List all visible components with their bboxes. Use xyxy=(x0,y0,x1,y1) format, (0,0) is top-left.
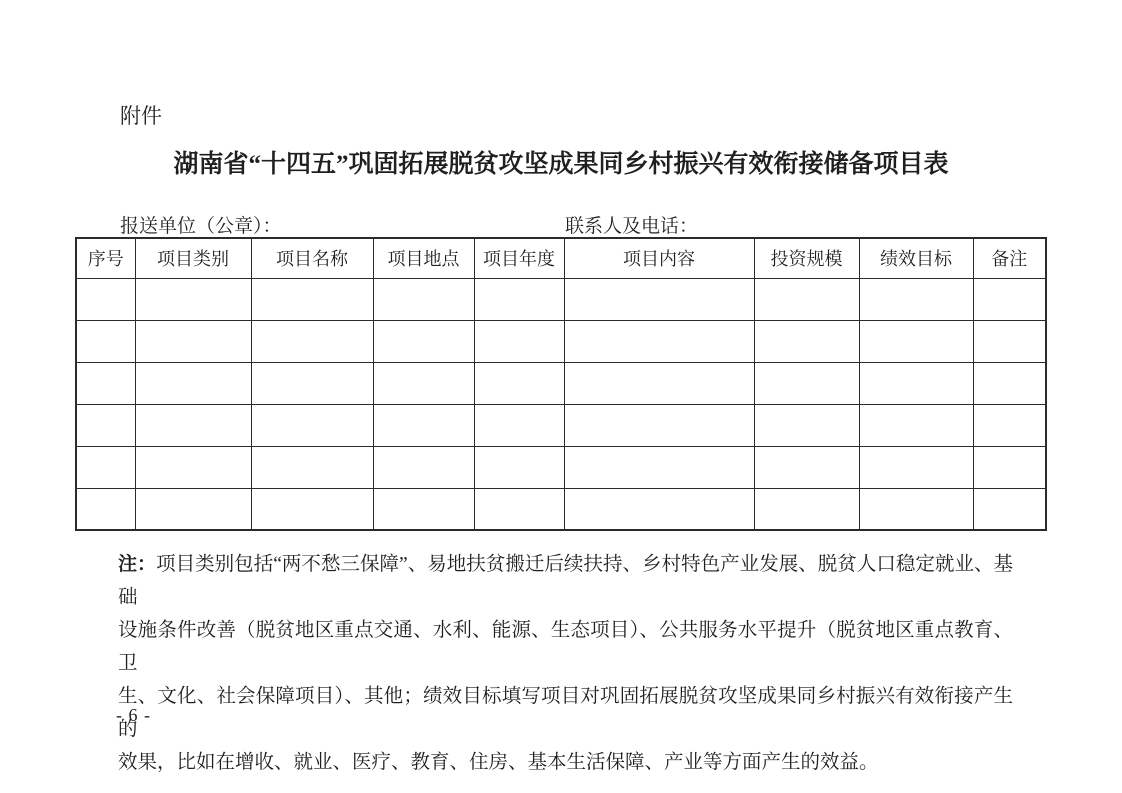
table-cell xyxy=(251,362,373,404)
table-cell xyxy=(373,320,474,362)
page-title: 湖南省“十四五”巩固拓展脱贫攻坚成果同乡村振兴有效衔接储备项目表 xyxy=(173,151,949,178)
table-cell xyxy=(754,446,859,488)
table-cell xyxy=(474,278,564,320)
table-cell xyxy=(76,362,135,404)
table-cell xyxy=(754,278,859,320)
table-cell xyxy=(135,488,251,530)
table-row xyxy=(76,320,1046,362)
table-cell xyxy=(135,362,251,404)
table-cell xyxy=(76,320,135,362)
table-cell xyxy=(754,362,859,404)
table-cell xyxy=(859,446,973,488)
table-cell xyxy=(373,446,474,488)
column-header: 备注 xyxy=(973,238,1046,278)
table-cell xyxy=(564,404,754,446)
page-number: - 6 - xyxy=(116,705,151,725)
table-cell xyxy=(474,488,564,530)
table-cell xyxy=(973,488,1046,530)
table-cell xyxy=(859,320,973,362)
table-cell xyxy=(251,278,373,320)
table-cell xyxy=(754,488,859,530)
note-line: 生、文化、社会保障项目）、其他；绩效目标填写项目对巩固拓展脱贫攻坚成果同乡村振兴有效衔接产生的 xyxy=(118,686,1013,740)
table-cell xyxy=(973,320,1046,362)
table-row xyxy=(76,362,1046,404)
table-cell xyxy=(474,320,564,362)
table-row xyxy=(76,404,1046,446)
table-body xyxy=(76,278,1046,530)
column-header: 项目地点 xyxy=(373,238,474,278)
table-header xyxy=(76,238,1046,278)
table-cell xyxy=(754,404,859,446)
table-cell xyxy=(251,446,373,488)
contact-label: 联系人及电话： xyxy=(565,216,699,237)
table-cell xyxy=(373,488,474,530)
table-cell xyxy=(973,278,1046,320)
table-cell xyxy=(859,278,973,320)
table-row xyxy=(76,446,1046,488)
table-cell xyxy=(474,404,564,446)
column-header: 项目名称 xyxy=(251,238,373,278)
column-header: 项目年度 xyxy=(474,238,564,278)
table-cell xyxy=(564,488,754,530)
note-line: 注：项目类别包括“两不愁三保障”、易地扶贫搬迁后续扶持、乡村特色产业发展、脱贫人口稳定就业、基础 xyxy=(118,554,1013,608)
table-cell xyxy=(251,320,373,362)
table-cell xyxy=(973,404,1046,446)
table-cell xyxy=(564,362,754,404)
table-cell xyxy=(373,362,474,404)
table-cell xyxy=(76,278,135,320)
table-cell xyxy=(373,404,474,446)
column-header: 绩效目标 xyxy=(859,238,973,278)
table-cell xyxy=(135,446,251,488)
meta-row xyxy=(0,211,1122,239)
table-cell xyxy=(135,320,251,362)
table-cell xyxy=(564,320,754,362)
column-header: 投资规模 xyxy=(754,238,859,278)
table-cell xyxy=(135,404,251,446)
reporting-unit-label: 报送单位（公章）： xyxy=(120,216,282,237)
table-cell xyxy=(973,362,1046,404)
table-cell xyxy=(251,488,373,530)
table-cell xyxy=(973,446,1046,488)
table-cell xyxy=(76,404,135,446)
note-label: 注： xyxy=(118,554,157,575)
table-cell xyxy=(373,278,474,320)
table-cell xyxy=(754,320,859,362)
table-row xyxy=(76,278,1046,320)
table-cell xyxy=(76,446,135,488)
note-line: 效果，比如在增收、就业、医疗、教育、住房、基本生活保障、产业等方面产生的效益。 xyxy=(118,752,879,773)
table-cell xyxy=(564,446,754,488)
table-cell xyxy=(859,362,973,404)
note-line: 设施条件改善（脱贫地区重点交通、水利、能源、生态项目）、公共服务水平提升（脱贫地区重点教育、卫 xyxy=(118,620,1013,674)
column-header: 序号 xyxy=(76,238,135,278)
table-cell xyxy=(859,488,973,530)
table-cell xyxy=(251,404,373,446)
attachment-label: 附件 xyxy=(120,104,162,128)
table-cell xyxy=(859,404,973,446)
table-cell xyxy=(474,362,564,404)
column-header: 项目内容 xyxy=(564,238,754,278)
project-reserve-table xyxy=(75,237,1047,531)
table-cell xyxy=(76,488,135,530)
table-cell xyxy=(564,278,754,320)
column-header: 项目类别 xyxy=(135,238,251,278)
table-cell xyxy=(474,446,564,488)
note-block xyxy=(118,548,1013,779)
table-header-row xyxy=(76,238,1046,278)
table-row xyxy=(76,488,1046,530)
table-cell xyxy=(135,278,251,320)
